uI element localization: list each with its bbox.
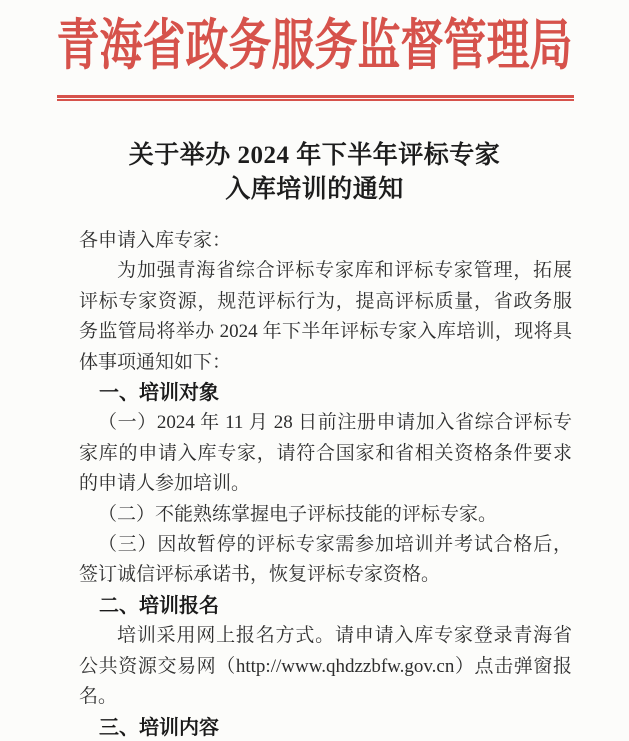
list-item: （一）2024 年 11 月 28 日前注册申请加入省综合评标专家库的申请入库专家，请符合国家和省相关资格条件要求的申请人参加培训。 xyxy=(79,412,572,495)
list-item: （二）不能熟练掌握电子评标技能的评标专家。 xyxy=(98,503,498,525)
section-heading: 一、培训对象 xyxy=(99,382,219,405)
list-item: （三）因故暂停的评标专家需参加培训并考试合格后，签订诚信评标承诺书，恢复评标专家资格。 xyxy=(79,534,572,586)
document-title xyxy=(0,139,629,207)
document-body xyxy=(79,226,572,741)
agency-name: 青海省政务服务监督管理局 xyxy=(56,16,573,77)
salutation: 各申请入库专家： xyxy=(79,230,232,251)
paragraph: 为加强青海省综合评标专家库和评标专家管理，拓展评标专家资源，规范评标行为，提高评标质量，省政务服务监管局将举办 2024 年下半年评标专家入库培训，现将具体事项通知如下： xyxy=(79,260,572,373)
title-line-1: 关于举办 2024 年下半年评标专家 xyxy=(128,142,501,169)
section-heading: 二、培训报名 xyxy=(99,594,219,617)
letterhead-rule xyxy=(57,95,574,101)
title-line-2: 入库培训的通知 xyxy=(225,176,404,203)
paragraph: 培训采用网上报名方式。请申请入库专家登录青海省公共资源交易网（http://www.qhdzzbfw.gov.cn）点击弹窗报名。 xyxy=(79,625,572,708)
section-heading: 三、培训内容 xyxy=(99,716,219,739)
